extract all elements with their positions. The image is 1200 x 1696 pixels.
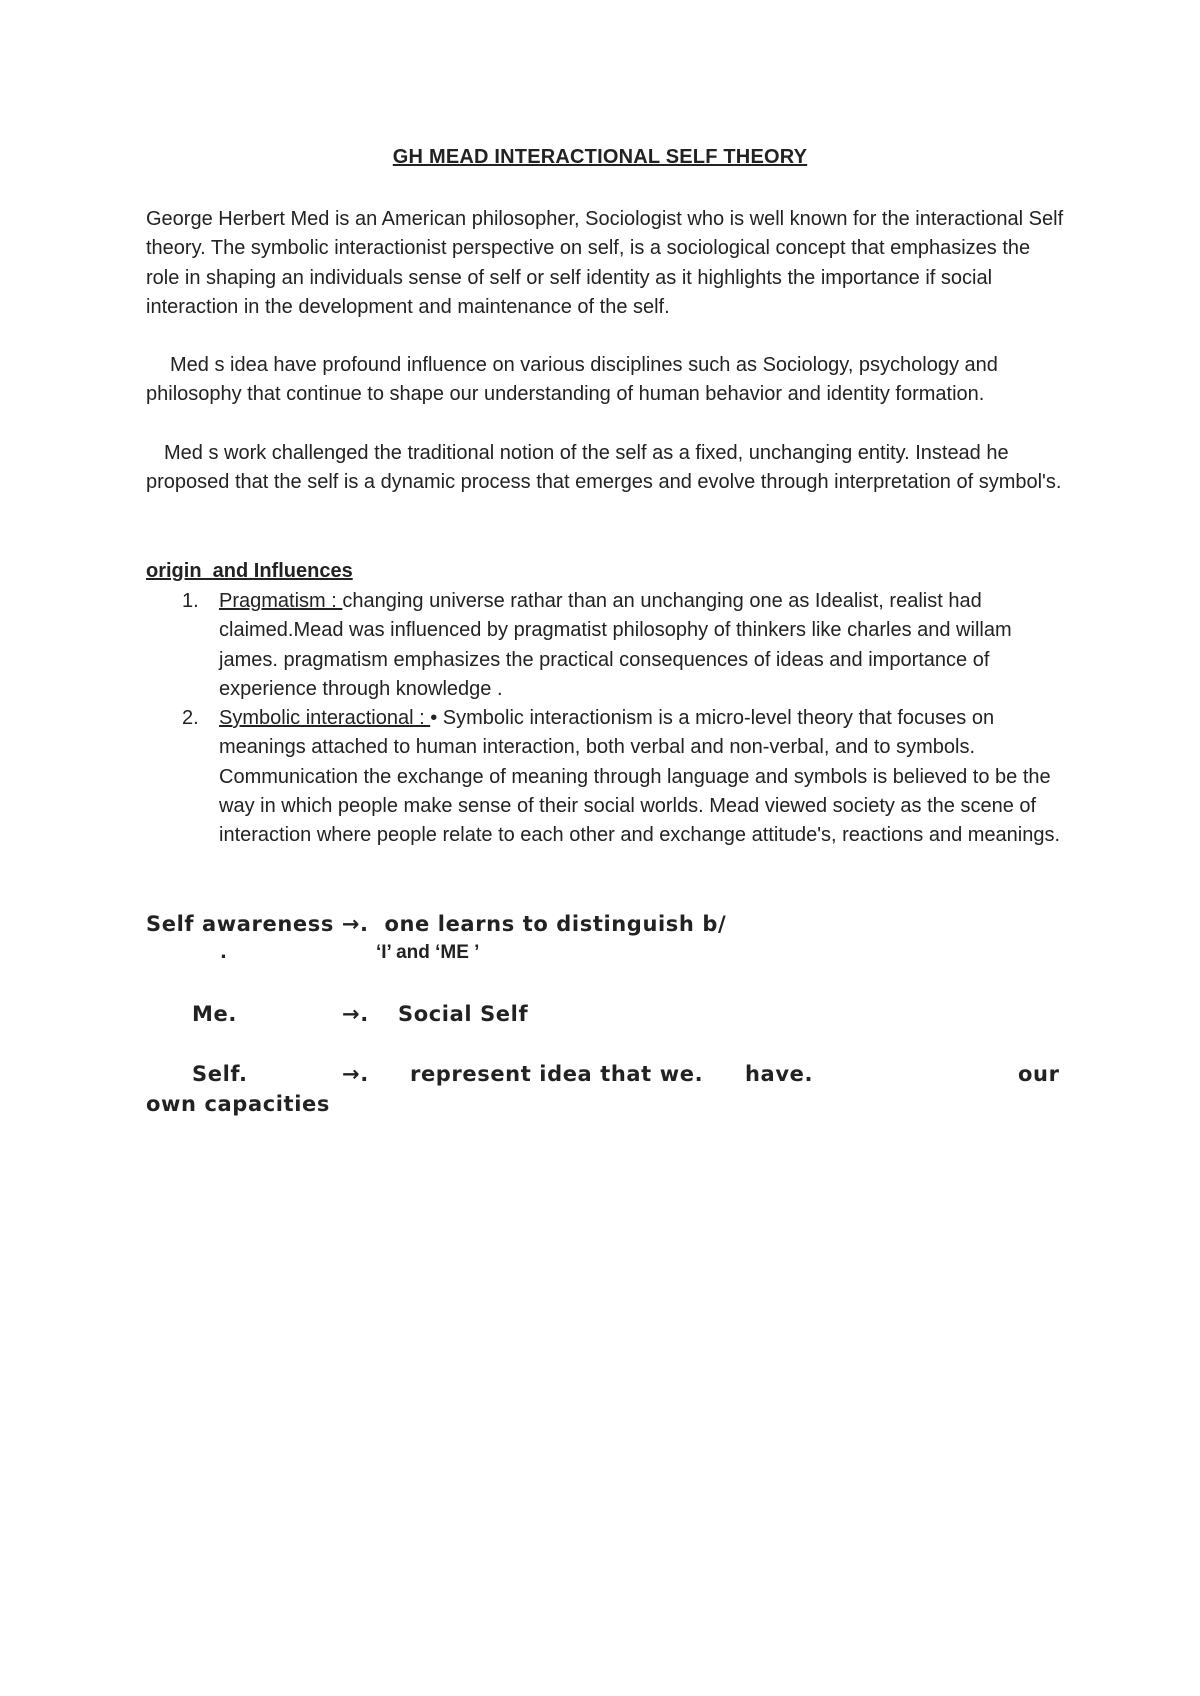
me-arrow: →. bbox=[342, 1002, 369, 1026]
intro-paragraph-3-text: Med s work challenged the traditional notion of the self as a fixed, unchanging entity. Instead he proposed that the self is a dynamic process that emerges and evolve through interpretation of symbol's. bbox=[146, 442, 1062, 494]
list-item-number: 2. bbox=[182, 707, 199, 730]
self-awareness-dot: . bbox=[220, 942, 228, 963]
list-item-text: changing universe rathar than an unchanging one as Idealist, realist had claimed.Mead was influenced by pragmatist philosophy of thinkers like charles and willam james. pragmatism emphasizes the practical consequences of ideas and importance of experience through knowledge . bbox=[219, 590, 1012, 700]
me-label: Me. bbox=[192, 1002, 237, 1026]
list-item bbox=[146, 704, 1066, 850]
me-definition: Social Self bbox=[398, 1002, 529, 1026]
list-item-text: • Symbolic interactionism is a micro-level theory that focuses on meanings attached to human interaction, both verbal and non-verbal, and to symbols. Communication the exchange of meaning through language and symbols is believed to be the way in which people make sense of their social worlds. Mead viewed society as the scene of interaction where people relate to each other and exchange attitude's, reactions and meanings. bbox=[219, 707, 1061, 847]
self-definition-continued: own capacities bbox=[146, 1092, 330, 1116]
document-title: GH MEAD INTERACTIONAL SELF THEORY bbox=[392, 146, 808, 168]
list-item bbox=[146, 587, 1066, 704]
self-label: Self. bbox=[192, 1062, 248, 1086]
self-definition-have: have. bbox=[745, 1062, 814, 1086]
self-arrow: →. bbox=[342, 1062, 369, 1086]
intro-paragraph-1: George Herbert Med is an American philosopher, Sociologist who is well known for the interactional Self theory. The symbolic interactionist perspective on self, is a sociological concept that emphasizes the role in shaping an individuals sense of self or self identity as it highlights the importance if social interaction in the development and maintenance of the self. bbox=[146, 208, 1064, 318]
list-item-number: 1. bbox=[182, 590, 199, 612]
intro-paragraph-2 bbox=[146, 351, 1066, 410]
list-item-term: Symbolic interactional : bbox=[219, 707, 431, 730]
self-awareness-line: Self awareness →. one learns to distinguish b/ bbox=[146, 912, 727, 936]
intro-paragraph-2-text: Med s idea have profound influence on various disciplines such as Sociology, psychology and philosophy that continue to shape our understanding of human behavior and identity formation. bbox=[146, 354, 998, 406]
intro-paragraph-3 bbox=[146, 439, 1066, 498]
origins-heading: origin and Influences bbox=[146, 560, 353, 582]
self-definition: represent idea that we. bbox=[410, 1062, 704, 1086]
list-item-term: Pragmatism : bbox=[219, 590, 343, 612]
self-definition-our: our bbox=[1018, 1062, 1060, 1086]
origins-list bbox=[146, 587, 1066, 851]
i-and-me-text: ‘I’ and ‘ME ’ bbox=[376, 942, 480, 963]
